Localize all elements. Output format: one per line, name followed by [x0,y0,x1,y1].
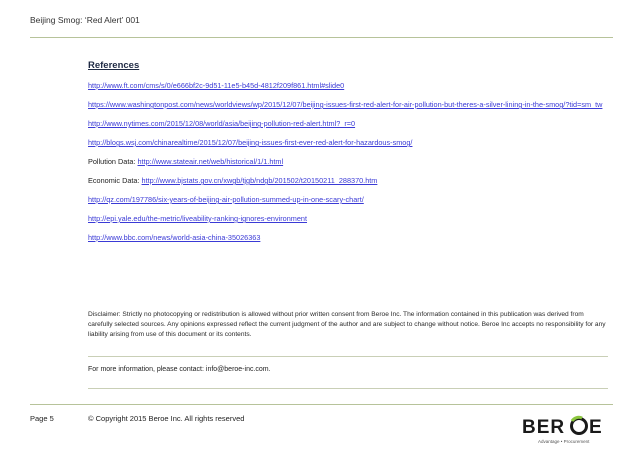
disclaimer-text: Disclaimer: Strictly no photocopying or redistribution is allowed without prior written consent from Beroe Inc. The information contained in this publication was derived from carefully selected sources. Any opinions expressed reflect the current judgment of the author and are subject to change without notice. Beroe Inc accepts no responsibility for any liability arising from use of this document or its contents. [88,311,606,338]
reference-item [88,157,603,167]
reference-link-bbc[interactable]: http://www.bbc.com/news/world-asia-china-35026363 [88,233,261,242]
copyright-notice: © Copyright 2015 Beroe Inc. All rights reserved [88,414,245,423]
reference-item [88,81,603,91]
reference-link-nytimes[interactable]: http://www.nytimes.com/2015/12/08/world/asia/beijing-pollution-red-alert.html?_r=0 [88,119,356,128]
reference-item [88,233,603,243]
reference-link-qz[interactable]: http://qz.com/197786/six-years-of-beijing-air-pollution-summed-up-in-one-scary-chart/ [88,195,364,204]
contact-info: For more information, please contact: info@beroe-inc.com. [88,366,271,373]
reference-item [88,195,603,205]
reference-label: Pollution Data: [88,157,138,166]
references-heading: References [88,60,140,71]
contact-divider [88,388,608,389]
reference-link-yale[interactable]: http://epi.yale.edu/the-metric/liveability-ranking-ignores-environment [88,214,308,223]
beroe-logo-o-mark [572,417,587,433]
page-number: Page 5 [30,414,54,423]
reference-item [88,138,603,148]
reference-item [88,100,603,110]
reference-item [88,119,603,129]
reference-link-ft[interactable]: http://www.ft.com/cms/s/0/e666bf2c-9d51-11e5-b45d-4812f209f861.html#slide0 [88,81,345,90]
beroe-logo [520,411,615,447]
references-list [88,81,603,252]
reference-item [88,214,603,224]
reference-item [88,176,603,186]
beroe-logo-wordmark: BER [522,417,566,438]
reference-link-stateair[interactable]: http://www.stateair.net/web/historical/1/1.html [137,157,284,166]
footer-divider [30,404,613,405]
beroe-logo-e: E [589,417,602,438]
beroe-logo-tagline: Advantage • Procurement [538,439,590,444]
reference-link-washingtonpost[interactable]: https://www.washingtonpost.com/news/worldviews/wp/2015/12/07/beijing-issues-first-red-alert-for-air-pollution-but-theres-a-silver-lining-in-the-smog/?tid=sm_tw [88,100,603,109]
reference-link-wsj[interactable]: http://blogs.wsj.com/chinarealtime/2015/12/07/beijing-issues-first-ever-red-alert-for-hazardous-smog/ [88,138,413,147]
reference-label: Economic Data: [88,176,142,185]
disclaimer-divider [88,356,608,357]
header-divider [30,37,613,38]
page-header-title: Beijing Smog: ‘Red Alert’ 001 [30,15,140,25]
reference-link-bjstats[interactable]: http://www.bjstats.gov.cn/xwgb/tjgb/ndgb/201502/t20150211_288370.htm [141,176,378,185]
